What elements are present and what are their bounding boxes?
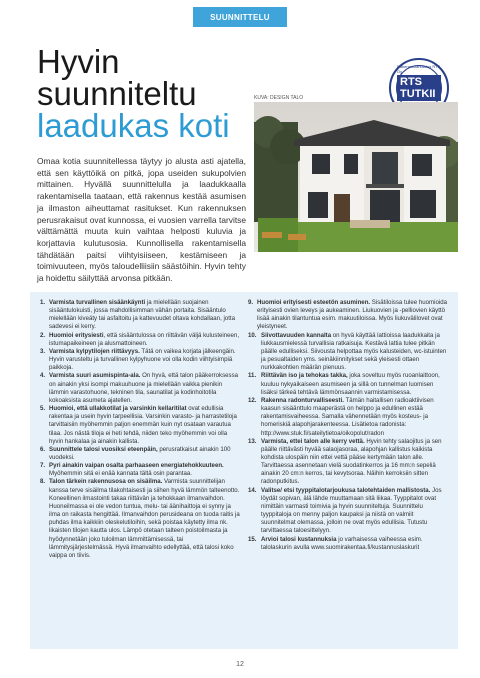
item-number: 5. xyxy=(40,405,46,413)
item-text: Tätä on vaikea korjata jälkeengäin. Hyvin varusteltu ja turvallinen kylpyhuone voi olla kodin viihtyisimpiä paikkoja. xyxy=(49,347,236,372)
item-heading: Suunnittele talosi vuosiksi eteenpäin, xyxy=(49,445,158,453)
title-line-1: Hyvin xyxy=(37,43,120,80)
item-heading: Rakenna radonturvalliseesti. xyxy=(261,396,344,404)
title-line-2: suunniteltu xyxy=(37,75,197,112)
item-number: 10. xyxy=(248,331,257,339)
item-heading: Varmista suuri asumispinta-ala. xyxy=(49,372,141,380)
item-text: Tämän haitallisen radioaktiivisen kaasun sisäänttulo maaperästä on helppo ja edullinen estää rakentamisvaiheessa. Samalla vähennetään myös kosteus- ja homeriskiä alapohjarakenteessa. Lisätietoa radonista: http://www.stuk.fi/sateilytietoa/oikopolut/radon xyxy=(261,396,434,437)
item-number: 8. xyxy=(40,478,46,486)
tips-list-left xyxy=(40,299,240,560)
item-number: 2. xyxy=(40,331,46,339)
list-item xyxy=(40,478,240,560)
item-number: 9. xyxy=(248,299,254,306)
item-text: jo varhaisessa vaiheessa esim. talolaskurin avulla www.suomirakentaa.fi/kustannuslaskurit xyxy=(261,535,423,551)
list-item xyxy=(40,372,240,405)
item-heading: Varmista, ettei talon alle kerry vettä. xyxy=(261,437,365,445)
list-item xyxy=(248,536,448,552)
item-number: 6. xyxy=(40,445,46,453)
item-number: 7. xyxy=(40,462,46,470)
item-number: 13. xyxy=(248,437,257,445)
badge-top-text: Rakennustarkastus RTS Oy xyxy=(397,64,441,74)
item-number: 12. xyxy=(248,396,257,404)
tips-list-right xyxy=(248,299,448,552)
item-text: On hyvä, että talon pääkerroksessa on ainakin yksi isompi makuuhuone ja mielellään vaikka pienikin lämmin varastohuone, tekninen tila, saunatilat ja kodinhoitotila kokoaksista asumeta ajatellen. xyxy=(49,372,239,404)
item-number: 4. xyxy=(40,372,46,380)
item-text: Jos löydät sopivan, älä lähde muuttamaan sitä liikaa. Tyyppitalot ovat nimittäin varmasti toimivia ja hyvin suunniteltuja. Suunnittelu tyyppitaloja on menny paljon kaupaksi ja niistä on valmiit suunnitelmat olemassa, jolloin ne ovat myös edullisia. Tutustu tarvittaessa taloesittelyyn. xyxy=(261,486,442,535)
item-heading: Huomioi erityisesti esteetön asuminen. xyxy=(257,299,371,306)
house-illustration xyxy=(254,102,458,252)
item-text: Hyvin tehty salaojitus ja sen päälle riittävästi hyvää salaojasoraa, alapohjan kallistus kaikista kohdista ulospäin niin ettei vettä pääse kertymään talon alle. Tarvittaessa asennetaan vielä suodatinkerros ja 16 mm:n sepeliä ainakin 20 cm:n kerros, tai kevytsoraa. Näihin kerroksiin sitten radonputkitus. xyxy=(261,437,442,486)
list-item xyxy=(40,332,240,348)
item-text: ja mielellään suojainen sisääntulokuisti, jossa mahdollisimman vähän portaita. Sisääntulo mielellään kiveäty tai asfaltoitu ja kattevuudet oltava kohdallaan, jotta sadevesi ei kerry. xyxy=(49,299,235,331)
section-banner: SUUNNITTELU xyxy=(193,7,287,27)
item-heading: Arvioi talosi kustannuksia xyxy=(261,535,337,543)
item-number: 1. xyxy=(40,299,46,306)
list-item xyxy=(40,405,240,446)
page-number: 12 xyxy=(236,661,244,668)
list-item xyxy=(248,372,448,396)
list-item xyxy=(40,299,240,332)
item-heading: Varmista turvallinen sisäänkäynti xyxy=(49,299,146,306)
item-text: ovat edullisia rakentaa ja usein hyvin tarpeellisia. Varsinkin varasto- ja harrastetiloja tarvittaisiin myöhemmin paljon enemmän kuin nyt osataan varautua tilaa. Jos nästä tiloja ei heti tehdä, niiden teko myöhemmin voi olla hyvin hankalaa ja ainakin kallista. xyxy=(49,405,237,445)
item-number: 14. xyxy=(248,486,257,494)
badge-mid-text: RTS TUTKII xyxy=(397,75,441,101)
list-item xyxy=(248,332,448,373)
house-photo xyxy=(254,102,458,252)
item-text: Myöhemmin sitä ei enää kannata tältä osin parantaa. xyxy=(49,470,192,478)
title-line-3: laadukas koti xyxy=(37,107,230,144)
list-item xyxy=(40,446,240,462)
item-text: perusratkaisut ainakin 100 vuodeksi. xyxy=(49,445,231,461)
list-item xyxy=(248,397,448,438)
item-heading: Siivottavuuden kannalta xyxy=(261,331,332,339)
item-text: Sisätiloissa tulee huomioida erityisesti ovien leveys ja aukeaminen. Liukuovien ja -pelliovien käyttö lisää ainakin tilantuntua esim. makuutiloissa. Myös liukuvälilovet ovat yleistyneet. xyxy=(257,299,448,331)
item-text: joka soveltuu myös ruoanlaittoon, kuuluu nykyaikaiseen asumiseen ja sillä on tunnelman luomisen lisäksi tärkeä tehtävä lämmönsaannin varmistamisessa. xyxy=(261,372,440,396)
page-title xyxy=(37,43,247,144)
item-text: on hyvä käyttää lattioissa laadukkaita ja liukkausmielessä turvallisia ratkaisuja. Kestävä lattia tulee pitkän päälle edulliseksi. Siivousta helpottaa myös kalusteiden, wc-istuinten ja pesualtaiden yms. seinäkiinnitykset sekä yleisesti ottaen nurkkakohtien määrän pienuus. xyxy=(261,331,447,372)
list-item xyxy=(248,438,448,487)
item-heading: Valitse/ etsi tyyppitalotarjoukusa talotehtaiden mallistosta. xyxy=(261,486,431,494)
item-text: , että sisääntulossa on riittävän väljä kulusteineen, istumapaikeineen ja alusmattoineen. xyxy=(49,331,240,347)
intro-paragraph: Omaa kotia suunnitellessa täytyy jo alusta asti ajatella, että sen käyttöikä on pitkä, jopa useiden sukupolvien mittainen. Hyvällä suunnittelulla ja laadukkaalla rakentamisella taataan, että rakennus kestää asumisen ja ilmaston aiheuttamat rasitukset. Kun rakennuksen perusrakaisut ovat kunnossa, ei vuosien varrella tarvitse välttämättä muuta kuin vaihtaa helposti kuluvia ja korjattavia kulutusosia. Kunnollisella rakentamisella tähdätään paitsi viihtyisiiseen, kestämiseen ja toimivuuteen, myös taloudelliisiin säästöihin. Hyvin tehty ja hoidettu säilyttää arvonsa pitkään. xyxy=(37,156,246,284)
item-heading: Huomioi, että ullakkotilat ja varsinkin kellaritilat xyxy=(49,405,187,413)
list-item xyxy=(248,299,448,332)
photo-caption: KUVA: DESIGN TALO xyxy=(254,95,304,101)
item-number: 15. xyxy=(248,535,257,543)
item-heading: Riittävän iso ja tehokas takka, xyxy=(261,372,348,380)
item-number: 3. xyxy=(40,347,46,355)
list-item xyxy=(40,348,240,372)
item-heading: Talon tärkein rakennusosa on sisäilma. xyxy=(49,478,163,486)
list-item xyxy=(40,462,240,478)
item-text: Varmista suunnittelijan kanssa terve sisäilma tilakohtaisesti ja siihen hyvä lämmön talteenotto. Koneellinen ilmastointi takaa riittävän ja tehokkaan ilmanvaihdon. Huoneilmassa ei ole vedon tuntua, melu- tai äänihaittoja ei synny ja ilma on raikasta hengittää. Ilmanvaihdon perusideana on tuoda raitis ja puhdas ilma kaikkiin oleskelutiloihin, sekä poistaa käytetty ilma nk. likaisten tilojen kautta ulos. Lämpö otetaan talteen poistoilmasta ja hyödynnetään joko tuloilman lämmittämisessä, tai lämmitysjärjestelmässä. Hyvä ilmanvaihto edellyttää, että talosi koko vaippa on tiivis. xyxy=(49,478,240,559)
item-heading: Pyri ainakin vaipan osalta parhaaseen energiatehokkuuteen. xyxy=(49,462,224,470)
tips-box xyxy=(30,292,458,649)
item-number: 11. xyxy=(248,372,257,380)
list-item xyxy=(248,487,448,536)
item-heading: Varmista kylpytilojen riittävyys. xyxy=(49,347,140,355)
item-heading: Huomioi eritysiesti xyxy=(49,331,104,339)
